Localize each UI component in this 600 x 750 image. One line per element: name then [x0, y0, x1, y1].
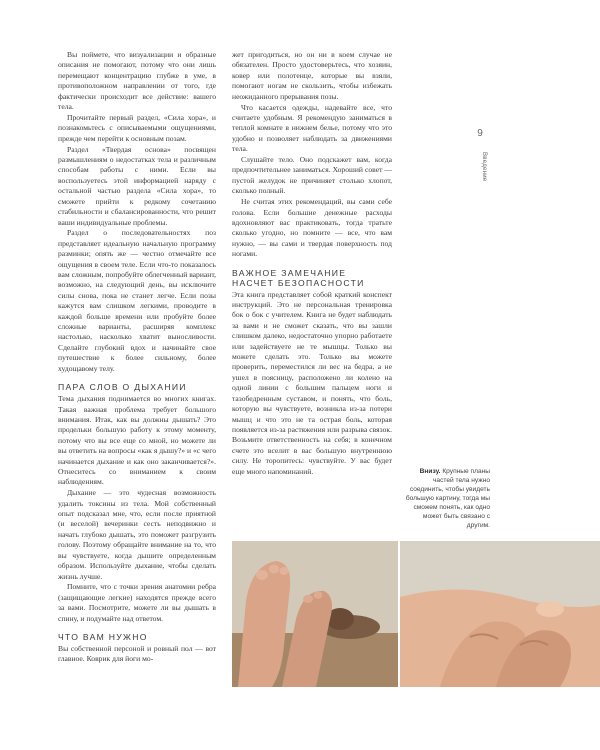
- page-number: 9: [477, 128, 483, 139]
- text-column-left: [58, 50, 216, 665]
- caption-lead: Внизу.: [419, 468, 441, 475]
- photo-hands-foot: [400, 541, 600, 687]
- hands-photo-illustration: [400, 541, 600, 687]
- paragraph: Прочитайте первый раздел, «Сила хора», и познакомьтесь с описываемыми ощущениями, прежде чем перейти к основным позам.: [58, 112, 216, 143]
- paragraph: жет пригодиться, но он ни в коем случае не обязателен. Просто удостоверьтесь, что хозяин, ковер или полотенце, которые вы взяли, помогают ногам не скользить, чтобы избежать неожиданного прерывания позы.: [232, 50, 392, 101]
- paragraph: Раздел о последовательностях поз представляет идеальную начальную программу разминки; опять же — честно отмечайте все ощущения в своем теле. Если что-то показалось вам сложным, попробуйте облегченный вариант, возможно, на следующий день, вы исключите силы снова, пока не станет легче. Если позы кажутся вам слишком легкими, проводите в каждой больше времени или пробуйте более сложные варианты, расширяя комплекс настолько, насколько хватит выносливости. Сделайте глубокий вдох и начинайте свое путешествие к более сильному, более худощавому телу.: [58, 228, 216, 373]
- section-heading: ПАРА СЛОВ О ДЫХАНИИ: [58, 382, 187, 393]
- caption-text: Крупные планы частей тела нужно соединить, чтобы увидеть большую картину, тогда мы сможем понять, как одно может быть связано с другим.: [405, 468, 490, 529]
- paragraph: Что касается одежды, надевайте все, что считаете удобным. Я рекомендую заниматься в теплой комнате в нижнем белье, потому что это удобно и позволяет наблюдать за движениями тела.: [232, 102, 392, 154]
- section-heading: ЧТО ВАМ НУЖНО: [58, 632, 148, 643]
- paragraph: Не считая этих рекомендаций, вы сами себе голова. Если большие денежные расходы вдохновляют вас практиковать, тогда тратьте сколько угодно, но помните — все, что вам нужно, — вы сами и твердая поверхность под ногами.: [232, 197, 392, 259]
- paragraph: Слушайте тело. Оно подскажет вам, когда предпочтительнее заниматься. Хороший совет — пустой желудок не причиняет столько хлопот, сколько полный.: [232, 155, 392, 196]
- paragraph: Вы поймете, что визуализации и образные описания не помогают, потому что они лишь перемещают концентрацию глубже в уме, в противоположном направлении от того, где фактически происходит все действие: вашего тела.: [58, 50, 216, 112]
- text-column-middle: [232, 50, 392, 477]
- paragraph: Помните, что с точки зрения анатомии ребра (защищающие легкие) находятся прежде всего за вами. Посмотрите, можете ли вы дышать в спину, и подумайте над ответом.: [58, 582, 216, 623]
- photo-feet-man: [232, 541, 398, 687]
- section-tab: Введение: [481, 152, 487, 182]
- paragraph: Раздел «Твердая основа» посвящен размышлениям о недостатках тела и различным способам работы с ними. Если вы воспользуетесь этой информацией наряду с остальной частью раздела «Сила хора», то сможете прийти к редкому сочетанию стабильности и сбалансированности, что решит ваши индивидуальные проблемы.: [58, 144, 216, 227]
- paragraph: Вы собственной персоной и ровный пол — вот главное. Коврик для йоги мо-: [58, 644, 216, 664]
- section-heading: ВАЖНОЕ ЗАМЕЧАНИЕ НАСЧЕТ БЕЗОПАСНОСТИ: [232, 267, 365, 288]
- paragraph: Дыхание — это чудесная возможность удалить токсины из тела. Мой собственный опыт подсказал мне, что, если после приятной (и веселой) вечеринки сесть неподвижно и начать глубоко дышать, это поможет разгрузить голову. Поэтому обращайте внимание на то, что вы чувствуете, когда дышите определенным образом. Используйте дыхание, чтобы сделать жизнь лучше.: [58, 488, 216, 581]
- paragraph: Эта книга представляет собой краткий конспект инструкций. Это не персональная тренировка бок о бок с учителем. Книга не будет наблюдать за вами и не сможет сказать, что вы зашли слишком далеко, недостаточно упорно работаете или задействуете не те мышцы. Только вы можете сделать это. Только вы можете проверить, переместился ли вес на бедра, а не ушел в поясницу, расположено ли колено на одной линии с большим пальцем ноги и тазобедренным суставом, и понять, что боль, которую вы чувствуете, возникла из-за потери мышц и что это не та острая боль, которая появляется из-за растяжения или разрыва связок. Возьмите ответственность на себя; в конечном счете это вселит в вас большую внутреннюю силу. Не торопитесь: чувствуйте. У вас будет еще много напоминаний.: [232, 289, 392, 476]
- paragraph: Тема дыхания поднимается во многих книгах. Такая важная проблема требует большого внимания. Итак, как вы должны дышать? Это продельки большую работу к этому моменту, потому что вы все еще со мной, но можете ли вы ответить на вопросы «как я дышу?» и «с чего начинается дыхание и как оно заканчивается?». Отнеситесь со вниманием к своим наблюдениям.: [58, 394, 216, 487]
- photo-caption: [402, 467, 490, 530]
- feet-photo-illustration: [232, 541, 398, 687]
